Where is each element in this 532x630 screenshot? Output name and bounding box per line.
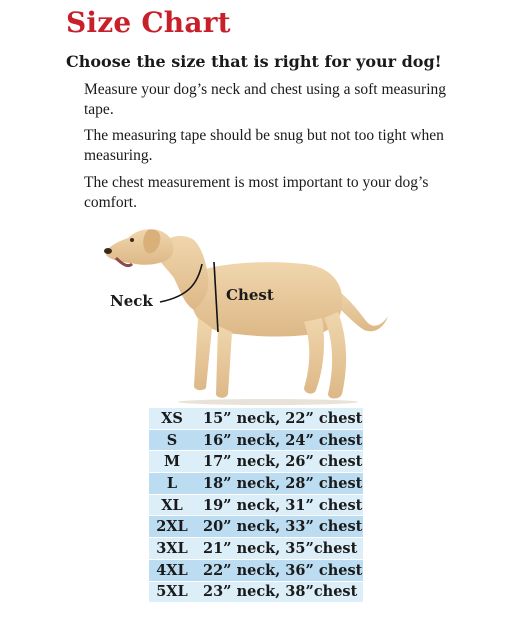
dog-measurement-illustration (98, 218, 398, 408)
table-row (149, 408, 363, 429)
size-cell: M (149, 451, 195, 473)
measure-cell: 19” neck, 31” chest (195, 494, 363, 516)
table-row (149, 451, 363, 473)
dog-hind-leg-1 (304, 318, 324, 394)
instruction-1: Measure your dog’s neck and chest using a soft measuring tape. (84, 81, 447, 118)
table-row (149, 538, 363, 560)
size-cell: 5XL (149, 581, 195, 603)
size-cell: L (149, 473, 195, 495)
size-cell: XL (149, 494, 195, 516)
measure-cell: 23” neck, 38”chest (195, 581, 363, 603)
size-table (149, 408, 363, 603)
dog-shadow (178, 399, 358, 405)
table-row (149, 429, 363, 451)
instruction-3: The chest measurement is most important to your dog’s comfort. (84, 174, 429, 211)
dog-nose (104, 248, 112, 254)
measure-cell: 21” neck, 35”chest (195, 538, 363, 560)
page-title: Size Chart (66, 6, 231, 39)
dog-eye (130, 238, 134, 242)
size-cell: 3XL (149, 538, 195, 560)
dog-front-leg-1 (194, 318, 212, 390)
size-cell: 2XL (149, 516, 195, 538)
size-cell: XS (149, 408, 195, 429)
measure-cell: 22” neck, 36” chest (195, 559, 363, 581)
measure-cell: 15” neck, 22” chest (195, 408, 363, 429)
table-row (149, 581, 363, 603)
table-row (149, 473, 363, 495)
measure-cell: 16” neck, 24” chest (195, 429, 363, 451)
dog-illustration (98, 218, 398, 408)
table-row (149, 494, 363, 516)
measure-cell: 17” neck, 26” chest (195, 451, 363, 473)
size-cell: 4XL (149, 559, 195, 581)
page-subtitle: Choose the size that is right for your dog! (66, 52, 442, 71)
dog-hind-leg-2 (324, 312, 346, 399)
size-cell: S (149, 429, 195, 451)
measure-cell: 20” neck, 33” chest (195, 516, 363, 538)
neck-label: Neck (110, 292, 153, 310)
chest-label: Chest (226, 286, 274, 304)
dog-front-leg-2 (216, 326, 232, 398)
measure-cell: 18” neck, 28” chest (195, 473, 363, 495)
table-row (149, 559, 363, 581)
instruction-2: The measuring tape should be snug but not too tight when measuring. (84, 127, 444, 164)
table-row (149, 516, 363, 538)
